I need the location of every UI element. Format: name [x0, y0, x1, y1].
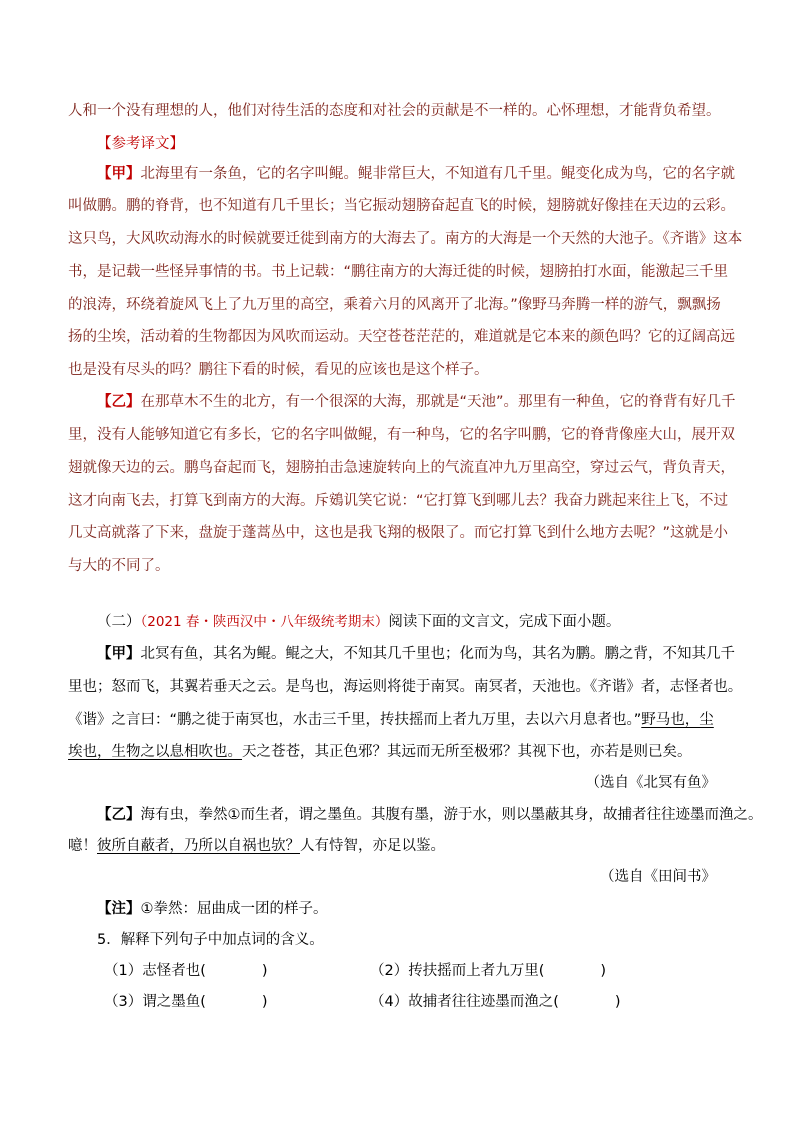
- yi-text-line-2: [68, 836, 445, 856]
- question-item-4-close: ): [614, 994, 621, 1010]
- jia-underlined-sentence-end: 埃也，生物之以息相吹也。: [68, 744, 242, 760]
- question-item-3-close: ): [261, 994, 268, 1010]
- yi-trans-line-2: 里，没有人能够知道它有多长，它的名字叫做鲲，有一种鸟，它的名字叫鹏，它的脊背像座大山，展开双: [68, 427, 735, 443]
- jia-text-line-1: [97, 644, 735, 664]
- jia-trans-text-1: 北海里有一条鱼，它的名字叫鲲。鲲非常巨大，不知道有几千里。鲲变化成为鸟，它的名字就: [140, 166, 735, 182]
- question-item-1-label: （1）志怪者也(: [104, 963, 206, 979]
- jia-source: （选自《北冥有鱼》: [585, 775, 716, 791]
- question-item-1: [104, 961, 268, 981]
- intro-line: 人和一个没有理想的人，他们对待生活的态度和对社会的贡献是不一样的。心怀理想，才能背负希望。: [68, 103, 721, 119]
- question-item-2-label: （2）抟扶摇而上者九万里(: [370, 963, 545, 979]
- yi-text-line-1: [97, 805, 763, 825]
- section-2-heading: [97, 612, 620, 632]
- question-item-1-close: ): [261, 963, 268, 979]
- yi-text-line-2a: 噫！: [68, 838, 97, 854]
- yi-trans-line-6: 与大的不同了。: [68, 558, 170, 574]
- jia-trans-line-4: 书，是记载一些怪异事情的书。书上记载：“鹏往南方的大海迁徙的时候，翅膀拍打水面，能激起三千里: [68, 264, 729, 280]
- yi-trans-text-1: 在那草木不生的北方，有一个很深的大海，那就是“天池”。那里有一种鱼，它的脊背有好几千: [140, 394, 736, 410]
- yi-text-line-2c: 人有恃智，亦足以鉴。: [300, 838, 445, 854]
- question-5-stem: 5．解释下列句子中加点词的含义。: [97, 932, 324, 948]
- jia-text-line-1-content: 北冥有鱼，其名为鲲。鲲之大，不知其几千里也；化而为鸟，其名为鹏。鹏之背，不知其几千: [140, 646, 735, 662]
- jia-text-tag: 【甲】: [97, 646, 141, 662]
- yi-trans-line-4: 这才向南飞去，打算飞到南方的大海。斥鴳讥笑它说：“它打算飞到哪儿去？我奋力跳起来往上飞，不过: [68, 493, 729, 509]
- jia-trans-line-2: 叫做鹏。鹏的脊背，也不知道有几千里长；当它振动翅膀奋起直飞的时候，翅膀就好像挂在天边的云彩。: [68, 198, 735, 214]
- section-2-source: （2021 春・陕西汉中・八年级统考期末）: [140, 614, 389, 630]
- question-item-2: [370, 961, 606, 981]
- jia-text-line-4b: 天之苍苍，其正色邪？其远而无所至极邪？其视下也，亦若是则已矣。: [242, 744, 692, 760]
- yi-trans-line-5: 几丈高就落了下来，盘旋于蓬蒿丛中，这也是我飞翔的极限了。而它打算飞到什么地方去呢？”这就是小: [68, 525, 729, 541]
- yi-source: （选自《田间书》: [600, 869, 716, 885]
- question-item-4-label: （4）故捕者往往迹墨而渔之(: [370, 994, 559, 1010]
- question-item-4: [370, 992, 621, 1012]
- jia-text-line-4: [68, 742, 692, 762]
- yi-text-tag: 【乙】: [97, 807, 141, 823]
- jia-trans-line-7: 也是没有尽头的吗？鹏往下看的时候，看见的应该也是这个样子。: [68, 362, 489, 378]
- question-item-3: [104, 992, 268, 1012]
- jia-trans-line-1: [97, 164, 735, 184]
- yi-underlined-sentence: 彼所自蔽者，乃所以自祸也欤？: [97, 838, 300, 854]
- section-2-number: （二）: [97, 614, 141, 630]
- jia-trans-line-3: 这只鸟，大风吹动海水的时候就要迁徙到南方的大海去了。南方的大海是一个天然的大池子。《齐谐》这本: [68, 231, 743, 247]
- jia-underlined-sentence-start: 野马也，尘: [641, 712, 714, 728]
- yi-text-line-1-content: 海有虫，拳然①而生者，谓之墨鱼。其腹有墨，游于水，则以墨蔽其身，故捕者往往迹墨而渔之。: [140, 807, 763, 823]
- yi-trans-line-1: [97, 392, 736, 412]
- reference-translation-title: 【参考译文】: [97, 136, 184, 152]
- jia-trans-line-5: 的浪涛，环绕着旋风飞上了九万里的高空，乘着六月的风离开了北海。”像野马奔腾一样的游气，飘飘扬: [68, 297, 721, 313]
- jia-tag: 【甲】: [97, 166, 141, 182]
- jia-text-line-2: 里也；怒而飞，其翼若垂天之云。是鸟也，海运则将徙于南冥。南冥者，天池也。《齐谐》者，志怪者也。: [68, 679, 743, 695]
- footnote: [97, 899, 328, 919]
- jia-text-line-3: [68, 710, 714, 730]
- jia-trans-line-6: 扬的尘埃，活动着的生物都因为风吹而运动。天空苍苍茫茫的，难道就是它本来的颜色吗？它的辽阔高远: [68, 329, 735, 345]
- jia-text-line-3a: 《谐》之言曰：“鹏之徙于南冥也，水击三千里，抟扶摇而上者九万里，去以六月息者也。”: [68, 712, 642, 728]
- yi-trans-line-3: 翅就像天边的云。鹏鸟奋起而飞，翅膀拍击急速旋转向上的气流直冲九万里高空，穿过云气，背负青天，: [68, 460, 735, 476]
- note-tag: 【注】: [97, 901, 141, 917]
- question-item-3-label: （3）谓之墨鱼(: [104, 994, 206, 1010]
- yi-tag: 【乙】: [97, 394, 141, 410]
- note-text: ①拳然：屈曲成一团的样子。: [140, 901, 328, 917]
- question-item-2-close: ): [600, 963, 607, 979]
- section-2-instruction: 阅读下面的文言文，完成下面小题。: [388, 614, 621, 630]
